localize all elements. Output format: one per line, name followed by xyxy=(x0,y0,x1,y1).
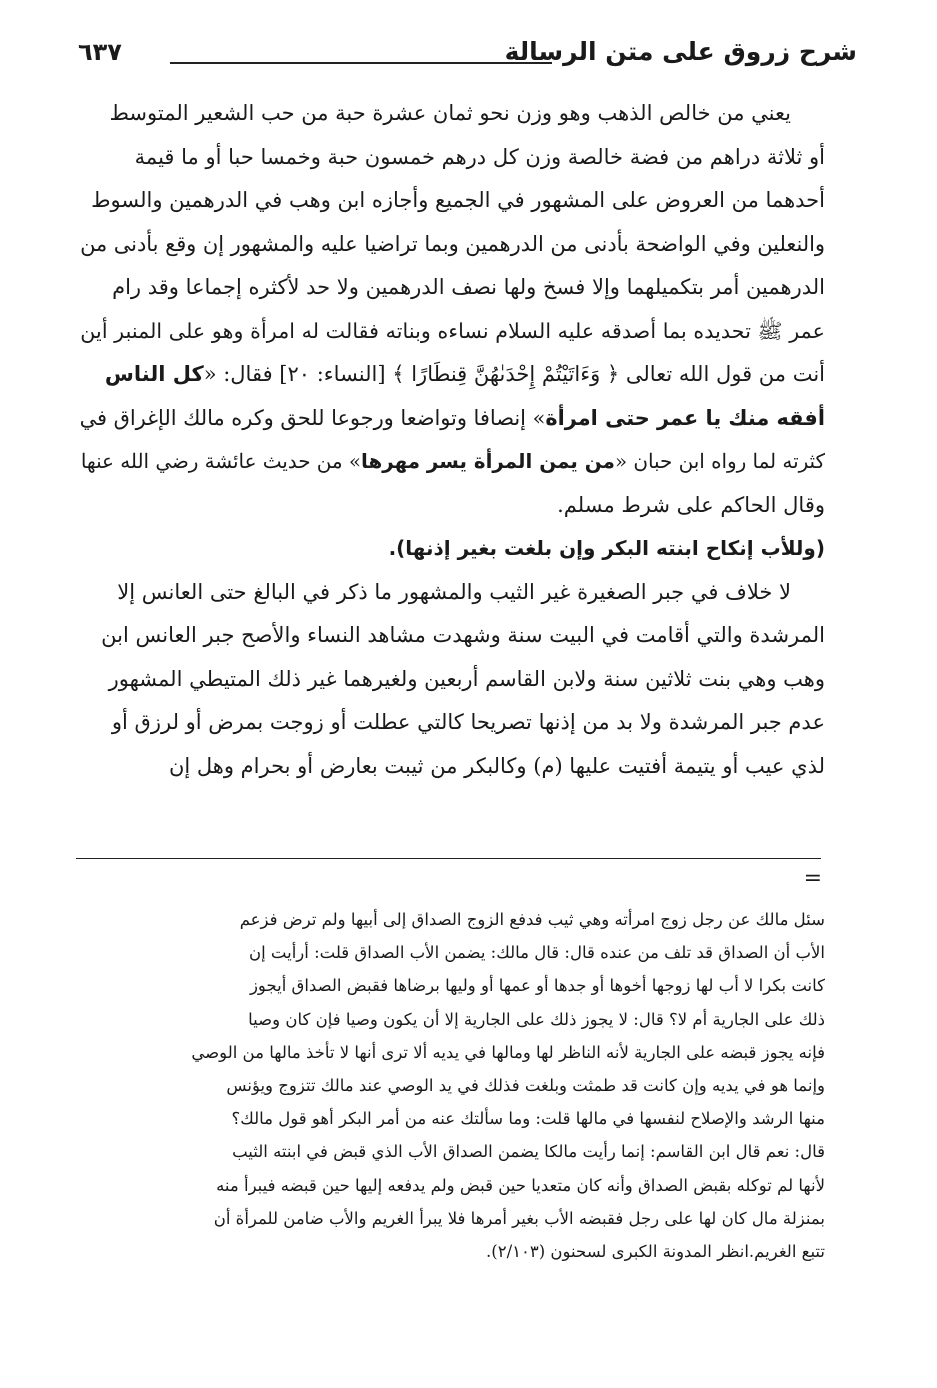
hadith-quote: كل الناس xyxy=(104,362,204,386)
footnote-line: سئل مالك عن رجل زوج امرأته وهي ثيب فدفع الزوج الصداق إلى أبيها ولم ترض فزعم xyxy=(239,910,825,929)
page-header xyxy=(78,30,857,76)
text-line: لذي عيب أو يتيمة أفتيت عليها (م) وكالبكر من ثيبت بعارض أو بحرام وهل إن xyxy=(168,753,825,778)
footnote-line: ذلك على الجارية أم لا؟ قال: لا يجوز ذلك على الجارية إلا أن يكون وصيا فإن كان وصيا xyxy=(248,1009,825,1029)
footnote-block xyxy=(80,903,825,1268)
hadith-quote: أفقه منك يا عمر حتى امرأة xyxy=(545,405,825,430)
footnote-line: وإنما هو في يديه وإن كانت قد طمثت وبلغت فذلك في يد الوصي عند مالك تتزوج ويؤنس xyxy=(226,1075,825,1095)
text-line: وهب وهي بنت ثلاثين سنة ولابن القاسم أربعين ولغيرهما غير ذلك المتيطي المشهور xyxy=(108,666,825,691)
text-line: عدم جبر المرشدة ولا بد من إذنها تصريحا كالتي عطلت أو زوجت بمرض أو لرزق أو xyxy=(111,710,825,734)
text-line: أو ثلاثة دراهم من فضة خالصة وزن كل درهم خمسون حبة وخمسا حبا أو ما قيمة xyxy=(134,144,825,169)
text-line: أحدهما من العروض على المشهور في الجميع وأجازه ابن وهب في الدرهمين والسوط xyxy=(91,188,825,212)
footnote-continuation-mark: = xyxy=(803,866,822,891)
page-number: ٦٣٧ xyxy=(78,38,122,66)
text-segment: » إنصافا وتواضعا ورجوعا للحق وكره مالك الإغراق في xyxy=(79,405,546,430)
text-segment: » من حديث عائشة رضي الله عنها xyxy=(80,450,362,473)
footnote-divider xyxy=(76,858,821,859)
footnote-line: فإنه يجوز قبضه على الجارية لأنه الناظر لها ومالها في يديه ألا ترى أنها لا تأخذ مالها من الوصي xyxy=(191,1042,825,1062)
footnote-line: منها الرشد والإصلاح لنفسها في مالها قلت: وما سألتك عنه من أمر البكر أهو قول مالك؟ xyxy=(231,1109,825,1129)
text-line: والنعلين وفي الواضحة بأدنى من الدرهمين وبما تراضيا عليه والمشهور إن وقع بأدنى من xyxy=(80,231,825,256)
text-line: عمر ﷺ تحديده بما أصدقه عليه السلام نساءه وبناته فقالت له امرأة وهو على المنبر أين xyxy=(80,318,825,343)
text-line xyxy=(80,353,825,397)
footnote-line: تتبع الغريم.انظر المدونة الكبرى لسحنون (٢/١٠٣). xyxy=(486,1241,825,1261)
text-line xyxy=(80,440,825,484)
text-segment: أنت من قول الله تعالى ﴿ وَءَاتَيْتُمْ إِحْدَىٰهُنَّ قِنطَارًا ﴾ [النساء: ٢٠] فقال: « xyxy=(203,362,825,386)
section-heading: (وللأب إنكاح ابنته البكر وإن بلغت بغير إذنها). xyxy=(388,536,825,560)
text-line: المرشدة والتي أقامت في البيت سنة وشهدت مشاهد النساء والأصح جبر العانس ابن xyxy=(101,623,825,647)
text-line: يعني من خالص الذهب وهو وزن نحو ثمان عشرة حبة من حب الشعير المتوسط xyxy=(109,101,791,125)
footnote-line: كانت بكرا لا أب لها زوجها أخوها أو جدها أو عمها أو وليها برضاها فقبض الصداق أيجوز xyxy=(249,976,825,996)
main-text xyxy=(80,92,825,788)
text-line: وقال الحاكم على شرط مسلم. xyxy=(557,492,825,517)
hadith-quote: من يمن المرأة يسر مهرها xyxy=(361,450,615,473)
header-rule xyxy=(170,62,552,64)
footnote-line: بمنزلة مال كان لها على رجل فقبضه الأب بغير أمرها فلا يبرأ الغريم والأب ضامن للمرأة أن xyxy=(213,1208,825,1228)
running-title: شرح زروق على متن الرسالة xyxy=(504,37,857,66)
text-segment: كثرته لما رواه ابن حبان « xyxy=(614,450,825,473)
text-line: لا خلاف في جبر الصغيرة غير الثيب والمشهور ما ذكر في البالغ حتى العانس إلا xyxy=(117,579,791,604)
footnote-line: الأب أن الصداق قد تلف من عنده قال: قال مالك: يضمن الأب الصداق قلت: أرأيت إن xyxy=(248,943,825,963)
footnote-line: لأنها لم توكله بقبض الصداق وأنه كان متعديا حين قبض ولم يدفعه إليها حين قبضه فيبرأ منه xyxy=(216,1175,825,1195)
text-line xyxy=(80,397,825,441)
footnote-line: قال: نعم قال ابن القاسم: إنما رأيت مالكا يضمن الصداق الأب الذي قبض في ابنته الثيب xyxy=(232,1142,825,1162)
text-line: الدرهمين أمر بتكميلهما وإلا فسخ ولها نصف الدرهمين ولا حد لأكثره إجماعا وقد رام xyxy=(112,275,825,299)
